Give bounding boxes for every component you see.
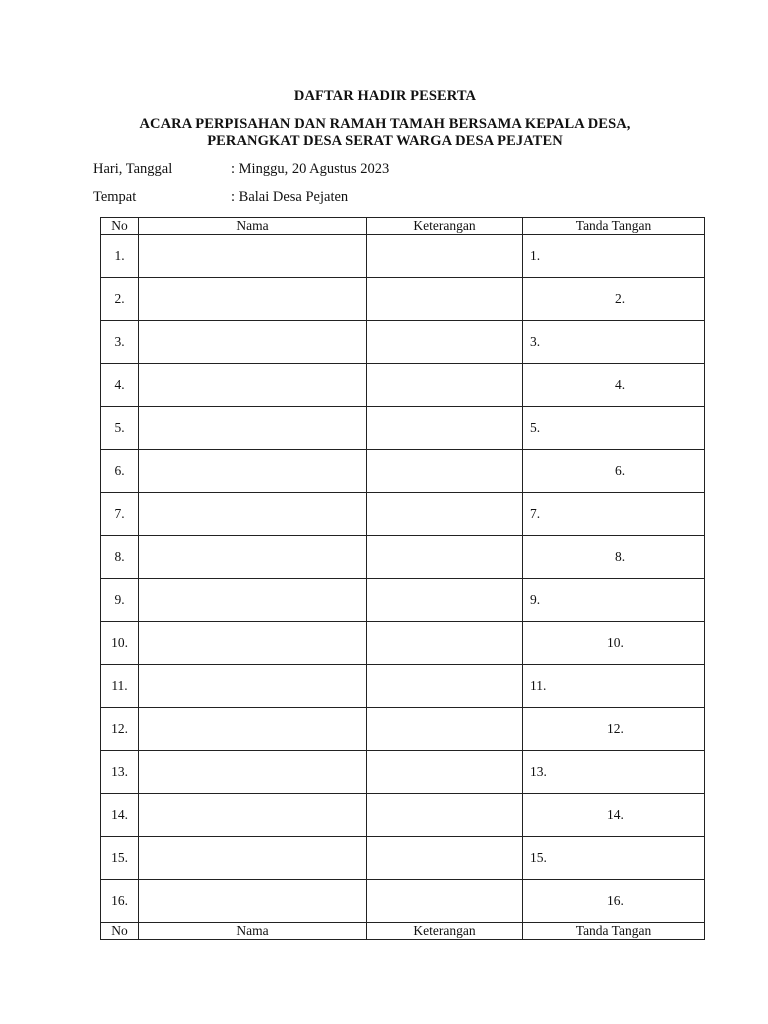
row-number: 10. [101,622,139,665]
table-row [101,235,705,278]
remarks-cell[interactable] [367,493,523,536]
remarks-cell[interactable] [367,364,523,407]
name-cell[interactable] [139,708,367,751]
signature-number: 9. [530,592,541,607]
name-cell[interactable] [139,235,367,278]
signature-number: 1. [530,248,541,263]
remarks-cell[interactable] [367,837,523,880]
signature-cell[interactable] [523,708,705,751]
table-footer-row [101,923,705,940]
remarks-cell[interactable] [367,708,523,751]
table-row [101,708,705,751]
signature-number: 2. [615,291,626,306]
remarks-cell[interactable] [367,751,523,794]
signature-number: 8. [615,549,626,564]
row-number: 13. [101,751,139,794]
signature-cell[interactable] [523,880,705,923]
row-number: 8. [101,536,139,579]
table-row [101,450,705,493]
name-cell[interactable] [139,579,367,622]
signature-number: 13. [530,764,547,779]
footer-keterangan: Keterangan [367,923,523,940]
name-cell[interactable] [139,450,367,493]
event-title-line-1: ACARA PERPISAHAN DAN RAMAH TAMAH BERSAMA KEPALA DESA, [139,116,631,132]
table-row [101,794,705,837]
signature-cell[interactable] [523,450,705,493]
event-title-line-2: PERANGKAT DESA SERAT WARGA DESA PEJATEN [207,133,563,149]
document-title: DAFTAR HADIR PESERTA [293,88,477,104]
footer-nama: Nama [139,923,367,940]
header-keterangan: Keterangan [367,218,523,235]
header-no: No [101,218,139,235]
row-number: 2. [101,278,139,321]
name-cell[interactable] [139,794,367,837]
name-cell[interactable] [139,278,367,321]
name-cell[interactable] [139,536,367,579]
footer-no: No [101,923,139,940]
signature-cell[interactable] [523,622,705,665]
row-number: 14. [101,794,139,837]
signature-cell[interactable] [523,278,705,321]
signature-cell[interactable] [523,493,705,536]
row-number: 9. [101,579,139,622]
signature-cell[interactable] [523,407,705,450]
name-cell[interactable] [139,622,367,665]
remarks-cell[interactable] [367,665,523,708]
signature-number: 4. [615,377,626,392]
remarks-cell[interactable] [367,450,523,493]
signature-number: 6. [615,463,626,478]
table-row [101,665,705,708]
name-cell[interactable] [139,364,367,407]
remarks-cell[interactable] [367,407,523,450]
row-number: 1. [101,235,139,278]
row-number: 7. [101,493,139,536]
table-header-row [101,218,705,235]
table-row [101,321,705,364]
signature-number: 15. [530,850,547,865]
name-cell[interactable] [139,407,367,450]
row-number: 5. [101,407,139,450]
signature-number: 16. [607,893,624,908]
date-label: Hari, Tanggal [93,161,173,177]
table-row [101,751,705,794]
table-row [101,536,705,579]
name-cell[interactable] [139,493,367,536]
remarks-cell[interactable] [367,278,523,321]
row-number: 12. [101,708,139,751]
place-value: : Balai Desa Pejaten [231,189,349,205]
signature-cell[interactable] [523,536,705,579]
table-row [101,880,705,923]
row-number: 6. [101,450,139,493]
row-number: 11. [101,665,139,708]
place-label: Tempat [93,189,137,205]
remarks-cell[interactable] [367,321,523,364]
name-cell[interactable] [139,880,367,923]
header-tanda-tangan: Tanda Tangan [523,218,705,235]
signature-cell[interactable] [523,364,705,407]
remarks-cell[interactable] [367,235,523,278]
signature-cell[interactable] [523,837,705,880]
table-row [101,837,705,880]
signature-number: 10. [607,635,624,650]
name-cell[interactable] [139,665,367,708]
signature-number: 11. [530,678,547,693]
row-number: 4. [101,364,139,407]
name-cell[interactable] [139,751,367,794]
table-row [101,579,705,622]
table-row [101,364,705,407]
remarks-cell[interactable] [367,579,523,622]
signature-number: 7. [530,506,541,521]
table-row [101,278,705,321]
footer-tanda-tangan: Tanda Tangan [523,923,705,940]
name-cell[interactable] [139,321,367,364]
signature-number: 12. [607,721,624,736]
remarks-cell[interactable] [367,536,523,579]
remarks-cell[interactable] [367,622,523,665]
remarks-cell[interactable] [367,794,523,837]
signature-cell[interactable] [523,794,705,837]
header-nama: Nama [139,218,367,235]
signature-cell[interactable] [523,751,705,794]
signature-cell[interactable] [523,665,705,708]
row-number: 15. [101,837,139,880]
signature-cell[interactable] [523,321,705,364]
signature-cell[interactable] [523,235,705,278]
signature-number: 3. [530,334,541,349]
remarks-cell[interactable] [367,880,523,923]
table-row [101,407,705,450]
table-row [101,493,705,536]
row-number: 16. [101,880,139,923]
signature-number: 5. [530,420,541,435]
row-number: 3. [101,321,139,364]
attendance-table [100,217,705,940]
name-cell[interactable] [139,837,367,880]
signature-number: 14. [607,807,624,822]
signature-cell[interactable] [523,579,705,622]
date-value: : Minggu, 20 Agustus 2023 [231,161,390,177]
table-row [101,622,705,665]
